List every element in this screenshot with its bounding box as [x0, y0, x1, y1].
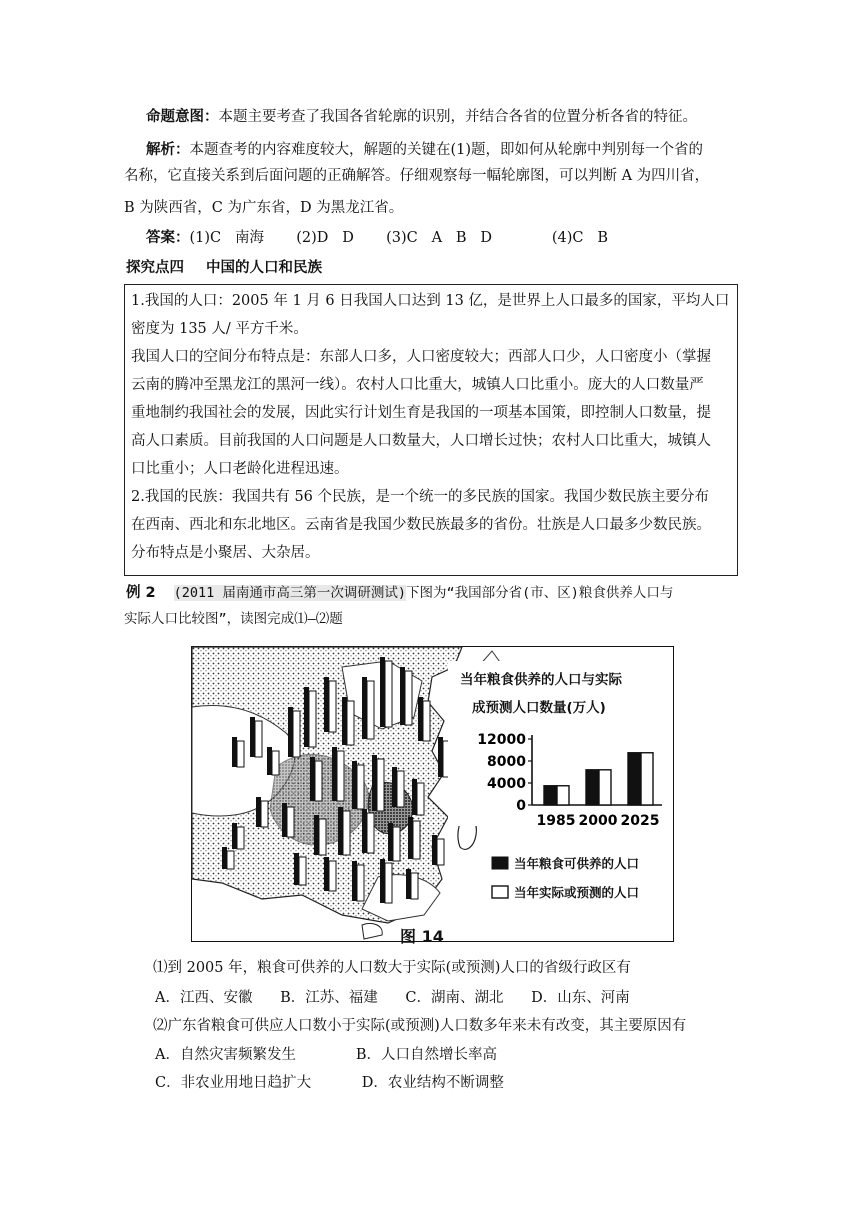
inset-y-tick-label: 4000	[487, 776, 526, 792]
section-title: 中国的人口和民族	[206, 260, 322, 276]
inset-x-tick-label: 1985	[536, 813, 576, 829]
question-2: ⑵广东省粮食可供应人口数小于实际(或预测)人口数多年来未有改变，其主要原因有	[153, 1018, 687, 1034]
province-actual-bar	[315, 761, 322, 801]
province-supply-bar	[418, 697, 423, 741]
province-supply-bar	[267, 747, 272, 775]
province-supply-bar	[256, 797, 261, 827]
province-actual-bar	[309, 691, 316, 747]
question-1: ⑴到 2005 年，粮食可供养的人口数大于实际(或预测)人口的省级行政区有	[153, 960, 631, 976]
province-actual-bar	[385, 863, 392, 903]
province-supply-bar	[362, 677, 367, 739]
province-supply-bar	[288, 707, 293, 757]
province-actual-bar	[261, 801, 268, 827]
example-label: 例 2	[126, 585, 156, 601]
box-line: 2.我国的民族：我国共有 56 个民族，是一个统一的多民族的国家。我国少数民族主要分布	[131, 489, 709, 505]
population-map-figure	[191, 646, 674, 942]
legend-supply-swatch	[492, 857, 508, 869]
province-actual-bar	[411, 873, 418, 899]
province-actual-bar	[255, 721, 262, 757]
analysis-text-1: 本题查考的内容难度较大，解题的关键在(1)题，即如何从轮廓中判别每一个省的	[189, 142, 704, 158]
example-line-1	[126, 580, 673, 606]
province-supply-bar	[324, 677, 329, 732]
province-supply-bar	[372, 755, 377, 811]
box-line: 在西南、西北和东北地区。云南省是我国少数民族最多的省份。壮族是人口最多少数民族。	[131, 517, 711, 533]
inset-bar-actual	[599, 770, 611, 805]
figure-caption-clip	[400, 927, 460, 946]
province-actual-bar	[437, 839, 444, 865]
question-2-options-cd: C．非农业用地日趋扩大 D．农业结构不断调整	[155, 1075, 504, 1091]
province-supply-bar	[352, 861, 357, 901]
province-actual-bar	[287, 807, 294, 837]
province-actual-bar	[377, 759, 384, 811]
province-supply-bar	[438, 737, 443, 777]
province-supply-bar	[338, 807, 343, 855]
hainan-island	[362, 923, 382, 939]
province-supply-bar	[222, 847, 227, 869]
section-label: 探究点四	[126, 260, 184, 276]
question-1-options: A．江西、安徽 B．江苏、福建 C．湖南、湖北 D．山东、河南	[155, 990, 630, 1006]
province-supply-bar	[324, 857, 329, 891]
province-actual-bar	[293, 711, 300, 757]
box-line: 口比重小；人口老龄化进程迅速。	[131, 461, 349, 477]
province-actual-bar	[347, 701, 354, 745]
province-supply-bar	[282, 803, 287, 837]
province-supply-bar	[352, 761, 357, 809]
analysis-line-2: 名称，它直接关系到后面问题的正确解答。仔细观察每一幅轮廓图，可以判断 A 为四川省，	[124, 168, 710, 184]
analysis-line-1	[146, 137, 703, 163]
province-supply-bar	[250, 717, 255, 757]
inset-bar-actual	[557, 786, 569, 805]
question-2-options-ab: A．自然灾害频繁发生 B．人口自然增长率高	[155, 1047, 498, 1063]
example-source: (2011 届南通市高三第一次调研测试)	[173, 585, 407, 601]
province-actual-bar	[357, 865, 364, 901]
province-supply-bar	[408, 817, 413, 859]
province-supply-bar	[432, 835, 437, 865]
province-supply-bar	[342, 697, 347, 745]
province-actual-bar	[329, 681, 336, 732]
province-supply-bar	[232, 737, 237, 767]
inset-y-tick-label: 12000	[477, 732, 526, 748]
analysis-line-3: B 为陕西省，C 为广东省，D 为黑龙江省。	[124, 200, 404, 216]
intent-label: 命题意图	[146, 109, 204, 125]
inset-x-tick-label: 2025	[620, 813, 660, 829]
section-heading	[126, 255, 322, 281]
province-actual-bar	[385, 661, 392, 727]
province-actual-bar	[397, 771, 404, 807]
answer-text: (1)C 南海 (2)D D (3)C A B D (4)C B	[189, 230, 609, 246]
figure-caption: 图 14	[400, 927, 444, 946]
province-supply-bar	[412, 779, 417, 815]
province-actual-bar	[367, 681, 374, 739]
intent-paragraph	[146, 104, 697, 130]
province-actual-bar	[357, 765, 364, 809]
example-text-1: 下图为“我国部分省(市、区)粮食供养人口与	[406, 585, 674, 601]
box-line: 云南的腾冲至黑龙江的黑河一线）。农村人口比重大，城镇人口比重小。庞大的人口数量严	[131, 377, 704, 393]
inset-bar-actual	[641, 753, 653, 805]
inset-title-2: 成预测人口数量(万人)	[472, 700, 606, 716]
province-actual-bar	[329, 861, 336, 891]
inset-bar-supply	[586, 770, 598, 805]
legend-actual-label: 当年实际或预测的人口	[514, 885, 640, 900]
province-actual-bar	[337, 751, 344, 801]
analysis-label: 解析	[146, 142, 175, 158]
province-actual-bar	[272, 751, 279, 775]
box-line: 重地制约我国社会的发展，因此实行计划生育是我国的一项基本国策，即控制人口数量，提	[131, 405, 711, 421]
province-actual-bar	[227, 851, 234, 869]
province-supply-bar	[332, 747, 337, 801]
inset-y-tick-label: 0	[516, 798, 526, 814]
province-actual-bar	[417, 783, 424, 815]
province-supply-bar	[310, 757, 315, 801]
analysis-colon: ：	[175, 142, 190, 158]
answer-label: 答案	[146, 230, 175, 246]
legend-actual-swatch	[492, 886, 508, 898]
province-supply-bar	[380, 859, 385, 903]
example-line-2: 实际人口比较图”，读图完成⑴—⑵题	[124, 611, 343, 627]
province-actual-bar	[319, 819, 326, 855]
box-line: 1.我国的人口：2005 年 1 月 6 日我国人口达到 13 亿，是世界上人口最多的国家，平均人口	[131, 293, 730, 309]
inset-y-tick-label: 8000	[487, 754, 526, 770]
answer-line	[146, 225, 608, 251]
box-line: 密度为 135 人/ 平方千米。	[131, 321, 308, 337]
province-actual-bar	[237, 827, 244, 849]
province-supply-bar	[388, 823, 393, 861]
province-actual-bar	[413, 821, 420, 859]
province-actual-bar	[367, 813, 374, 853]
knowledge-box	[124, 284, 738, 576]
inset-bar-supply	[628, 753, 640, 805]
legend-supply-label: 当年粮食可供养的人口	[514, 856, 640, 871]
province-supply-bar	[304, 687, 309, 747]
province-actual-bar	[405, 671, 412, 725]
box-line: 我国人口的空间分布特点是：东部人口多，人口密度较大；西部人口少，人口密度小（掌握	[131, 349, 711, 365]
intent-colon: ：	[204, 109, 219, 125]
province-supply-bar	[406, 869, 411, 899]
province-actual-bar	[393, 827, 400, 861]
province-supply-bar	[294, 853, 299, 885]
province-supply-bar	[362, 809, 367, 853]
province-actual-bar	[343, 811, 350, 855]
province-supply-bar	[380, 657, 385, 727]
province-actual-bar	[299, 857, 306, 885]
inset-bar-supply	[544, 786, 556, 805]
answer-colon: ：	[175, 230, 190, 246]
province-supply-bar	[314, 815, 319, 855]
province-supply-bar	[392, 767, 397, 807]
box-line: 高人口素质。目前我国的人口问题是人口数量大，人口增长过快；农村人口比重大，城镇人	[131, 433, 711, 449]
province-supply-bar	[400, 667, 405, 725]
inset-x-tick-label: 2000	[578, 813, 618, 829]
intent-text: 本题主要考查了我国各省轮廓的识别，并结合各省的位置分析各省的特征。	[218, 109, 697, 125]
province-actual-bar	[423, 701, 430, 741]
province-actual-bar	[237, 741, 244, 767]
province-supply-bar	[232, 823, 237, 849]
box-line: 分布特点是小聚居、大杂居。	[131, 545, 320, 561]
inset-title-1: 当年粮食供养的人口与实际	[460, 672, 622, 688]
